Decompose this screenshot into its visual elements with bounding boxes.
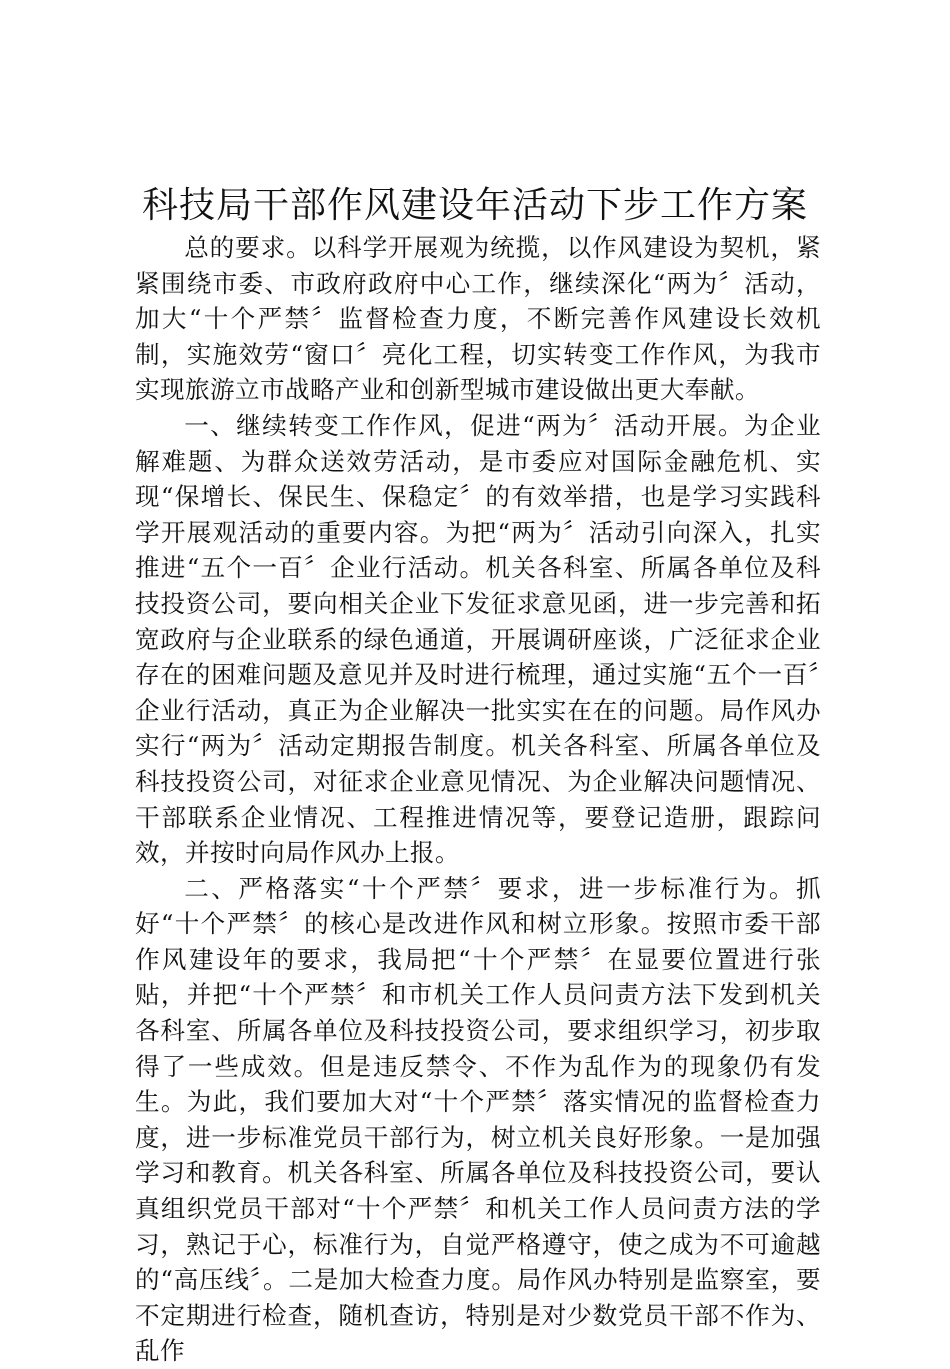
document-title: 科技局干部作风建设年活动下步工作方案 <box>141 185 808 226</box>
paragraph-section-one: 一、继续转变工作作风，促进“两为〞活动开展。为企业解难题、为群众送效劳活动，是市委应对国际金融危机、实现“保增长、保民生、保稳定〞的有效举措，也是学习实践科学开展观活动的重要内容。为把“两为〞活动引向深入，扎实推进“五个一百〞企业行活动。机关各科室、所属各单位及科技投资公司，要向相关企业下发征求意见函，进一步完善和拓宽政府与企业联系的绿色通道，开展调研座谈，广泛征求企业存在的困难问题及意见并及时进行梳理，通过实施“五个一百〞企业行活动，真正为企业解决一批实实在在的问题。局作风办实行“两为〞活动定期报告制度。机关各科室、所属各单位及科技投资公司，对征求企业意见情况、为企业解决问题情况、干部联系企业情况、工程推进情况等，要登记造册，跟踪问效，并按时向局作风办上报。 <box>135 410 821 868</box>
paragraph-section-two: 二、严格落实“十个严禁〞要求，进一步标准行为。抓好“十个严禁〞的核心是改进作风和树立形象。按照市委干部作风建设年的要求，我局把“十个严禁〞在显要位置进行张贴，并把“十个严禁〞和市机关工作人员问责方法下发到机关各科室、所属各单位及科技投资公司，要求组织学习，初步取得了一些成效。但是违反禁令、不作为乱作为的现象仍有发生。为此，我们要加大对“十个严禁〞落实情况的监督检查力度，进一步标准党员干部行为，树立机关良好形象。一是加强学习和教育。机关各科室、所属各单位及科技投资公司，要认真组织党员干部对“十个严禁〞和机关工作人员问责方法的学习，熟记于心，标准行为，自觉严格遵守，使之成为不可逾越的“高压线〞。二是加大检查力度。局作风办特别是监察室，要不定期进行检查，随机查访，特别是对少数党员干部不作为、乱作 <box>135 873 821 1366</box>
paragraph-general-requirements: 总的要求。以科学开展观为统揽，以作风建设为契机，紧紧围绕市委、市政府政府中心工作，继续深化“两为〞活动，加大“十个严禁〞监督检查力度，不断完善作风建设长效机制，实施效劳“窗口〞亮化工程，切实转变工作作风，为我市实现旅游立市战略产业和创新型城市建设做出更大奉献。 <box>135 233 821 405</box>
document-body <box>135 230 821 1369</box>
